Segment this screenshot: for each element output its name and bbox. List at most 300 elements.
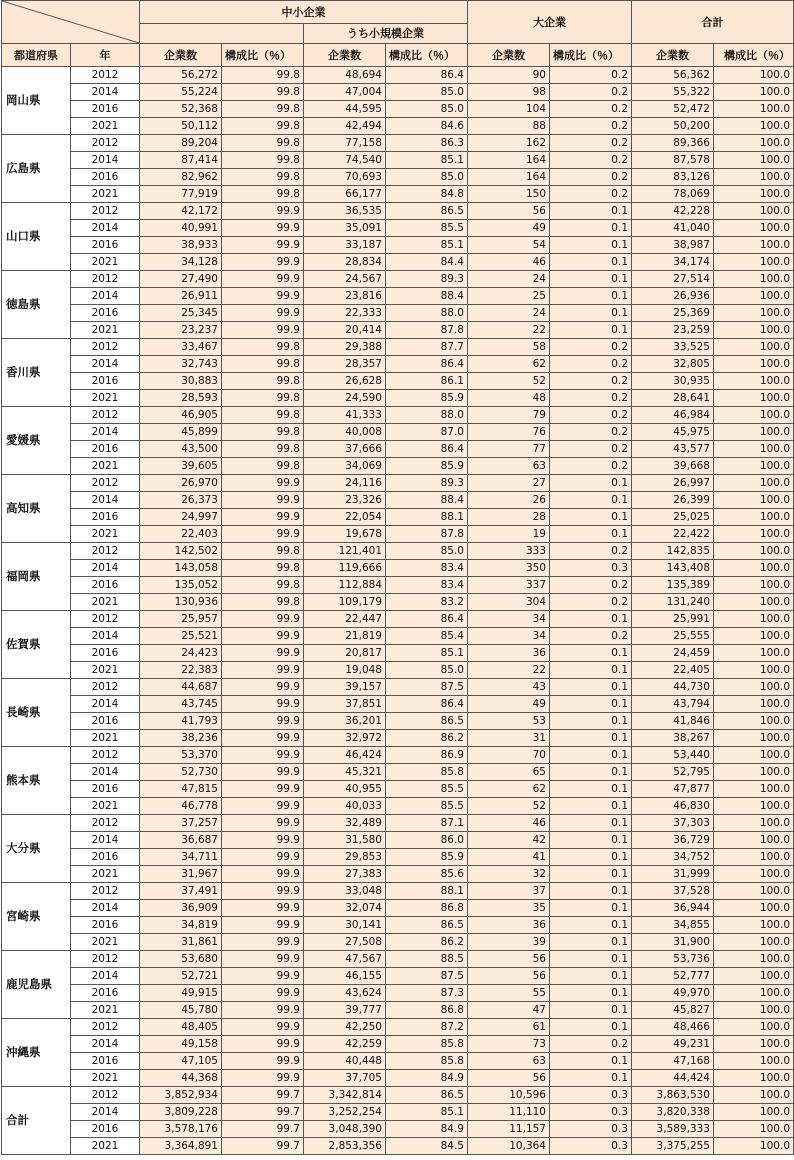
sme-ratio-cell: 99.9 <box>222 271 304 288</box>
small-ratio-cell: 84.9 <box>386 1121 468 1138</box>
total-ratio-cell: 100.0 <box>714 526 794 543</box>
sme-ratio-cell: 99.7 <box>222 1138 304 1155</box>
large-ratio-cell: 0.1 <box>550 254 632 271</box>
large-ratio-cell: 0.1 <box>550 475 632 492</box>
sme-ratio-cell: 99.8 <box>222 169 304 186</box>
large-count-cell: 22 <box>468 322 550 339</box>
year-cell: 2016 <box>71 645 140 662</box>
large-ratio-cell: 0.1 <box>550 968 632 985</box>
large-ratio-cell: 0.1 <box>550 271 632 288</box>
small-count-cell: 3,342,814 <box>304 1087 386 1104</box>
year-cell: 2014 <box>71 220 140 237</box>
table-row <box>2 254 794 271</box>
table-row <box>2 849 794 866</box>
prefecture-cell: 高知県 <box>2 475 71 543</box>
total-ratio-cell: 100.0 <box>714 951 794 968</box>
total-ratio-cell: 100.0 <box>714 543 794 560</box>
total-ratio-cell: 100.0 <box>714 611 794 628</box>
small-ratio-cell: 85.9 <box>386 849 468 866</box>
small-ratio-cell: 85.0 <box>386 169 468 186</box>
sme-ratio-cell: 99.9 <box>222 305 304 322</box>
small-ratio-cell: 85.9 <box>386 458 468 475</box>
sme-ratio-cell: 99.8 <box>222 118 304 135</box>
sme-count-cell: 53,370 <box>140 747 222 764</box>
large-count-cell: 42 <box>468 832 550 849</box>
table-row <box>2 135 794 152</box>
large-ratio-cell: 0.3 <box>550 1104 632 1121</box>
sme-ratio-cell: 99.9 <box>222 696 304 713</box>
large-ratio-cell: 0.2 <box>550 186 632 203</box>
table-row <box>2 730 794 747</box>
large-count-cell: 27 <box>468 475 550 492</box>
total-ratio-cell: 100.0 <box>714 560 794 577</box>
table-row <box>2 560 794 577</box>
small-ratio-cell: 85.1 <box>386 1104 468 1121</box>
total-count-cell: 52,777 <box>632 968 714 985</box>
total-count-cell: 25,991 <box>632 611 714 628</box>
large-ratio-cell: 0.1 <box>550 509 632 526</box>
large-count-cell: 150 <box>468 186 550 203</box>
small-count-cell: 20,817 <box>304 645 386 662</box>
large-ratio-cell: 0.1 <box>550 696 632 713</box>
table-row <box>2 67 794 84</box>
small-ratio-cell: 85.9 <box>386 390 468 407</box>
total-count-cell: 27,514 <box>632 271 714 288</box>
prefecture-cell: 合計 <box>2 1087 71 1155</box>
table-row <box>2 798 794 815</box>
large-count-cell: 350 <box>468 560 550 577</box>
total-count-cell: 34,855 <box>632 917 714 934</box>
large-ratio-cell: 0.2 <box>550 407 632 424</box>
year-cell: 2021 <box>71 1070 140 1087</box>
large-count-cell: 56 <box>468 203 550 220</box>
prefecture-cell: 徳島県 <box>2 271 71 339</box>
total-count-cell: 31,999 <box>632 866 714 883</box>
large-count-cell: 26 <box>468 492 550 509</box>
small-ratio-cell: 89.3 <box>386 271 468 288</box>
large-ratio-cell: 0.1 <box>550 203 632 220</box>
total-ratio-cell: 100.0 <box>714 118 794 135</box>
total-count-cell: 38,267 <box>632 730 714 747</box>
header-large-count: 企業数 <box>468 44 550 67</box>
large-count-cell: 90 <box>468 67 550 84</box>
small-count-cell: 44,595 <box>304 101 386 118</box>
year-cell: 2021 <box>71 1138 140 1155</box>
total-count-cell: 43,794 <box>632 696 714 713</box>
small-ratio-cell: 86.5 <box>386 1087 468 1104</box>
total-ratio-cell: 100.0 <box>714 577 794 594</box>
total-ratio-cell: 100.0 <box>714 866 794 883</box>
small-count-cell: 45,321 <box>304 764 386 781</box>
small-ratio-cell: 86.5 <box>386 203 468 220</box>
large-count-cell: 98 <box>468 84 550 101</box>
small-ratio-cell: 85.1 <box>386 645 468 662</box>
small-count-cell: 24,590 <box>304 390 386 407</box>
small-ratio-cell: 85.8 <box>386 1053 468 1070</box>
large-ratio-cell: 0.3 <box>550 1121 632 1138</box>
large-count-cell: 46 <box>468 254 550 271</box>
sme-ratio-cell: 99.8 <box>222 101 304 118</box>
prefecture-cell: 鹿児島県 <box>2 951 71 1019</box>
sme-count-cell: 36,687 <box>140 832 222 849</box>
large-count-cell: 63 <box>468 458 550 475</box>
year-cell: 2021 <box>71 730 140 747</box>
sme-count-cell: 25,521 <box>140 628 222 645</box>
sme-count-cell: 56,272 <box>140 67 222 84</box>
year-cell: 2016 <box>71 509 140 526</box>
total-count-cell: 34,174 <box>632 254 714 271</box>
year-cell: 2016 <box>71 849 140 866</box>
header-sme: 中小企業 <box>140 1 468 24</box>
large-ratio-cell: 0.2 <box>550 458 632 475</box>
large-count-cell: 22 <box>468 662 550 679</box>
small-count-cell: 28,834 <box>304 254 386 271</box>
small-ratio-cell: 85.8 <box>386 764 468 781</box>
large-count-cell: 62 <box>468 356 550 373</box>
large-ratio-cell: 0.3 <box>550 1138 632 1155</box>
prefecture-cell: 佐賀県 <box>2 611 71 679</box>
table-row <box>2 475 794 492</box>
small-count-cell: 77,158 <box>304 135 386 152</box>
total-count-cell: 46,984 <box>632 407 714 424</box>
large-count-cell: 10,364 <box>468 1138 550 1155</box>
prefecture-cell: 山口県 <box>2 203 71 271</box>
small-count-cell: 46,424 <box>304 747 386 764</box>
sme-count-cell: 22,383 <box>140 662 222 679</box>
sme-ratio-cell: 99.9 <box>222 832 304 849</box>
table-row <box>2 356 794 373</box>
sme-ratio-cell: 99.9 <box>222 781 304 798</box>
large-count-cell: 43 <box>468 679 550 696</box>
large-ratio-cell: 0.1 <box>550 322 632 339</box>
large-count-cell: 34 <box>468 611 550 628</box>
diagonal-divider <box>2 1 139 43</box>
sme-ratio-cell: 99.7 <box>222 1104 304 1121</box>
table-row <box>2 169 794 186</box>
year-cell: 2012 <box>71 271 140 288</box>
year-cell: 2021 <box>71 594 140 611</box>
sme-ratio-cell: 99.9 <box>222 679 304 696</box>
prefecture-cell: 福岡県 <box>2 543 71 611</box>
year-cell: 2021 <box>71 934 140 951</box>
sme-ratio-cell: 99.8 <box>222 356 304 373</box>
total-ratio-cell: 100.0 <box>714 509 794 526</box>
small-ratio-cell: 86.5 <box>386 917 468 934</box>
table-row <box>2 1121 794 1138</box>
total-count-cell: 45,975 <box>632 424 714 441</box>
total-ratio-cell: 100.0 <box>714 764 794 781</box>
year-cell: 2021 <box>71 254 140 271</box>
large-ratio-cell: 0.1 <box>550 781 632 798</box>
total-ratio-cell: 100.0 <box>714 288 794 305</box>
total-count-cell: 34,752 <box>632 849 714 866</box>
table-row <box>2 951 794 968</box>
sme-ratio-cell: 99.9 <box>222 254 304 271</box>
small-ratio-cell: 85.1 <box>386 152 468 169</box>
total-ratio-cell: 100.0 <box>714 424 794 441</box>
small-count-cell: 19,048 <box>304 662 386 679</box>
total-count-cell: 44,730 <box>632 679 714 696</box>
sme-ratio-cell: 99.9 <box>222 866 304 883</box>
large-ratio-cell: 0.1 <box>550 305 632 322</box>
small-count-cell: 42,494 <box>304 118 386 135</box>
small-ratio-cell: 84.4 <box>386 254 468 271</box>
sme-ratio-cell: 99.9 <box>222 662 304 679</box>
small-ratio-cell: 87.7 <box>386 339 468 356</box>
total-count-cell: 24,459 <box>632 645 714 662</box>
small-count-cell: 30,141 <box>304 917 386 934</box>
total-count-cell: 38,987 <box>632 237 714 254</box>
year-cell: 2014 <box>71 900 140 917</box>
large-count-cell: 10,596 <box>468 1087 550 1104</box>
sme-count-cell: 47,815 <box>140 781 222 798</box>
total-ratio-cell: 100.0 <box>714 883 794 900</box>
sme-count-cell: 26,970 <box>140 475 222 492</box>
sme-ratio-cell: 99.9 <box>222 645 304 662</box>
small-count-cell: 43,624 <box>304 985 386 1002</box>
sme-ratio-cell: 99.9 <box>222 611 304 628</box>
small-ratio-cell: 85.0 <box>386 662 468 679</box>
total-ratio-cell: 100.0 <box>714 730 794 747</box>
large-ratio-cell: 0.1 <box>550 934 632 951</box>
large-ratio-cell: 0.1 <box>550 237 632 254</box>
total-count-cell: 53,440 <box>632 747 714 764</box>
total-count-cell: 3,863,530 <box>632 1087 714 1104</box>
small-ratio-cell: 87.8 <box>386 322 468 339</box>
total-count-cell: 52,472 <box>632 101 714 118</box>
total-ratio-cell: 100.0 <box>714 84 794 101</box>
small-count-cell: 22,333 <box>304 305 386 322</box>
sme-ratio-cell: 99.9 <box>222 900 304 917</box>
large-count-cell: 104 <box>468 101 550 118</box>
large-ratio-cell: 0.2 <box>550 101 632 118</box>
header-total: 合計 <box>632 1 794 44</box>
enterprise-statistics-table <box>1 0 794 1155</box>
header-sme-count: 企業数 <box>140 44 222 67</box>
total-count-cell: 52,795 <box>632 764 714 781</box>
small-count-cell: 32,074 <box>304 900 386 917</box>
small-ratio-cell: 86.0 <box>386 832 468 849</box>
sme-ratio-cell: 99.8 <box>222 373 304 390</box>
table-row <box>2 985 794 1002</box>
large-count-cell: 337 <box>468 577 550 594</box>
total-ratio-cell: 100.0 <box>714 696 794 713</box>
sme-ratio-cell: 99.9 <box>222 1019 304 1036</box>
sme-ratio-cell: 99.9 <box>222 883 304 900</box>
total-ratio-cell: 100.0 <box>714 254 794 271</box>
large-ratio-cell: 0.2 <box>550 628 632 645</box>
small-ratio-cell: 88.4 <box>386 492 468 509</box>
header-small-ratio: 構成比（％） <box>386 44 468 67</box>
large-count-cell: 24 <box>468 271 550 288</box>
table-row <box>2 152 794 169</box>
sme-ratio-cell: 99.9 <box>222 475 304 492</box>
large-ratio-cell: 0.1 <box>550 985 632 1002</box>
large-ratio-cell: 0.1 <box>550 798 632 815</box>
table-row <box>2 934 794 951</box>
small-ratio-cell: 83.4 <box>386 560 468 577</box>
total-ratio-cell: 100.0 <box>714 339 794 356</box>
sme-ratio-cell: 99.8 <box>222 543 304 560</box>
sme-count-cell: 26,911 <box>140 288 222 305</box>
total-count-cell: 33,525 <box>632 339 714 356</box>
large-count-cell: 49 <box>468 696 550 713</box>
sme-count-cell: 34,128 <box>140 254 222 271</box>
table-row <box>2 237 794 254</box>
year-cell: 2021 <box>71 118 140 135</box>
total-ratio-cell: 100.0 <box>714 237 794 254</box>
total-ratio-cell: 100.0 <box>714 356 794 373</box>
table-row <box>2 1087 794 1104</box>
small-count-cell: 66,177 <box>304 186 386 203</box>
header-small-count: 企業数 <box>304 44 386 67</box>
small-ratio-cell: 84.8 <box>386 186 468 203</box>
small-count-cell: 23,326 <box>304 492 386 509</box>
small-ratio-cell: 86.8 <box>386 900 468 917</box>
small-ratio-cell: 83.4 <box>386 577 468 594</box>
table-row <box>2 1002 794 1019</box>
small-ratio-cell: 86.2 <box>386 934 468 951</box>
total-count-cell: 42,228 <box>632 203 714 220</box>
small-ratio-cell: 88.4 <box>386 288 468 305</box>
sme-count-cell: 24,997 <box>140 509 222 526</box>
total-count-cell: 87,578 <box>632 152 714 169</box>
table-row <box>2 764 794 781</box>
large-ratio-cell: 0.2 <box>550 339 632 356</box>
table-body <box>2 67 794 1155</box>
sme-count-cell: 46,778 <box>140 798 222 815</box>
small-ratio-cell: 84.9 <box>386 1070 468 1087</box>
sme-ratio-cell: 99.8 <box>222 424 304 441</box>
small-count-cell: 23,816 <box>304 288 386 305</box>
sme-count-cell: 50,112 <box>140 118 222 135</box>
year-cell: 2012 <box>71 407 140 424</box>
large-count-cell: 32 <box>468 866 550 883</box>
large-ratio-cell: 0.1 <box>550 526 632 543</box>
large-ratio-cell: 0.1 <box>550 645 632 662</box>
sme-ratio-cell: 99.8 <box>222 135 304 152</box>
sme-count-cell: 25,957 <box>140 611 222 628</box>
total-ratio-cell: 100.0 <box>714 135 794 152</box>
sme-ratio-cell: 99.9 <box>222 747 304 764</box>
year-cell: 2016 <box>71 305 140 322</box>
table-row <box>2 543 794 560</box>
prefecture-cell: 香川県 <box>2 339 71 407</box>
large-count-cell: 76 <box>468 424 550 441</box>
small-count-cell: 20,414 <box>304 322 386 339</box>
total-count-cell: 32,805 <box>632 356 714 373</box>
sme-count-cell: 45,780 <box>140 1002 222 1019</box>
small-ratio-cell: 85.1 <box>386 237 468 254</box>
sme-ratio-cell: 99.8 <box>222 84 304 101</box>
sme-ratio-cell: 99.9 <box>222 288 304 305</box>
header-small: うち小規模企業 <box>304 24 468 44</box>
small-ratio-cell: 87.3 <box>386 985 468 1002</box>
year-cell: 2016 <box>71 781 140 798</box>
small-count-cell: 2,853,356 <box>304 1138 386 1155</box>
table-row <box>2 509 794 526</box>
year-cell: 2016 <box>71 985 140 1002</box>
total-ratio-cell: 100.0 <box>714 1121 794 1138</box>
small-ratio-cell: 85.4 <box>386 628 468 645</box>
sme-count-cell: 135,052 <box>140 577 222 594</box>
total-ratio-cell: 100.0 <box>714 645 794 662</box>
year-cell: 2014 <box>71 764 140 781</box>
total-ratio-cell: 100.0 <box>714 271 794 288</box>
table-row <box>2 186 794 203</box>
total-count-cell: 53,736 <box>632 951 714 968</box>
large-ratio-cell: 0.2 <box>550 543 632 560</box>
small-ratio-cell: 86.4 <box>386 67 468 84</box>
sme-ratio-cell: 99.8 <box>222 390 304 407</box>
year-cell: 2021 <box>71 526 140 543</box>
total-count-cell: 89,366 <box>632 135 714 152</box>
small-ratio-cell: 87.5 <box>386 679 468 696</box>
year-cell: 2016 <box>71 917 140 934</box>
total-count-cell: 25,555 <box>632 628 714 645</box>
small-count-cell: 42,250 <box>304 1019 386 1036</box>
small-ratio-cell: 86.2 <box>386 730 468 747</box>
total-ratio-cell: 100.0 <box>714 900 794 917</box>
sme-ratio-cell: 99.9 <box>222 203 304 220</box>
total-ratio-cell: 100.0 <box>714 781 794 798</box>
year-cell: 2014 <box>71 968 140 985</box>
sme-ratio-cell: 99.9 <box>222 934 304 951</box>
prefecture-cell: 大分県 <box>2 815 71 883</box>
small-ratio-cell: 88.0 <box>386 407 468 424</box>
prefecture-cell: 宮崎県 <box>2 883 71 951</box>
year-cell: 2016 <box>71 169 140 186</box>
total-count-cell: 47,877 <box>632 781 714 798</box>
large-count-cell: 63 <box>468 1053 550 1070</box>
header-year: 年 <box>71 44 140 67</box>
table-row <box>2 84 794 101</box>
large-count-cell: 65 <box>468 764 550 781</box>
sme-ratio-cell: 99.9 <box>222 730 304 747</box>
total-count-cell: 49,231 <box>632 1036 714 1053</box>
prefecture-cell: 熊本県 <box>2 747 71 815</box>
large-ratio-cell: 0.2 <box>550 152 632 169</box>
small-ratio-cell: 86.3 <box>386 135 468 152</box>
large-ratio-cell: 0.1 <box>550 951 632 968</box>
sme-count-cell: 31,861 <box>140 934 222 951</box>
large-count-cell: 55 <box>468 985 550 1002</box>
large-count-cell: 49 <box>468 220 550 237</box>
sme-count-cell: 47,105 <box>140 1053 222 1070</box>
table-row <box>2 628 794 645</box>
small-ratio-cell: 87.5 <box>386 968 468 985</box>
large-count-cell: 162 <box>468 135 550 152</box>
total-ratio-cell: 100.0 <box>714 101 794 118</box>
total-count-cell: 56,362 <box>632 67 714 84</box>
sme-count-cell: 40,991 <box>140 220 222 237</box>
total-count-cell: 31,900 <box>632 934 714 951</box>
year-cell: 2012 <box>71 747 140 764</box>
year-cell: 2014 <box>71 288 140 305</box>
small-count-cell: 40,955 <box>304 781 386 798</box>
table-row <box>2 526 794 543</box>
total-count-cell: 142,835 <box>632 543 714 560</box>
small-count-cell: 19,678 <box>304 526 386 543</box>
small-ratio-cell: 85.5 <box>386 781 468 798</box>
sme-ratio-cell: 99.9 <box>222 628 304 645</box>
header-corner-cell <box>2 1 140 44</box>
large-ratio-cell: 0.3 <box>550 560 632 577</box>
small-ratio-cell: 86.1 <box>386 373 468 390</box>
sme-ratio-cell: 99.8 <box>222 186 304 203</box>
table-row <box>2 611 794 628</box>
sme-count-cell: 30,883 <box>140 373 222 390</box>
